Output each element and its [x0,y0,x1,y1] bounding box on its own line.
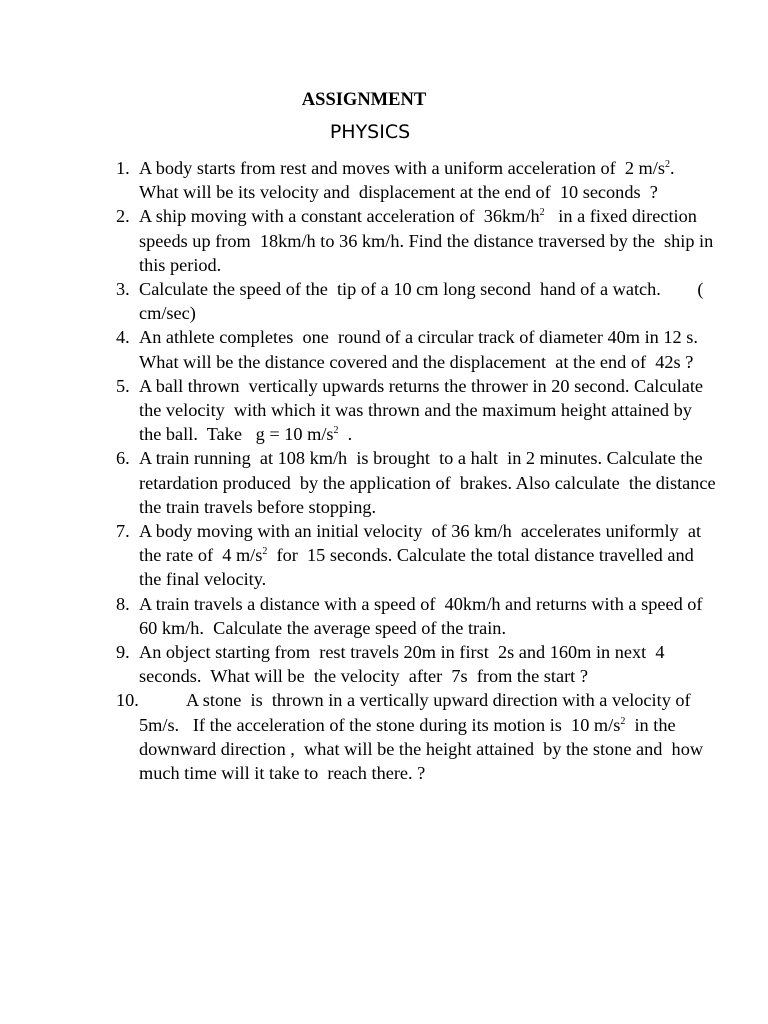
question-text: Calculate the speed of the tip of a 10 cm long second hand of a watch. ( cm/sec) [139,279,709,324]
question-number: 6. [116,448,130,469]
superscript: 2 [262,546,268,558]
question-text: A train running at 108 km/h is brought to a halt in 2 minutes. Calculate the retardation produced by the application of brakes. Also calculate the distance the train travels before stopping. [139,448,721,517]
question-item [116,519,716,592]
question-text: in the downward direction , what will be the height attained by the stone and how much time will it take to reach there. ? [139,714,708,784]
superscript: 2 [664,159,670,170]
question-text: for 15 seconds. Calculate the total distance travelled and the final velocity. [139,545,699,590]
question-text: An object starting from rest travels 20m in first 2s and 160m in next 4 seconds. What will be the velocity after 7s from the start ? [139,642,670,687]
question-number: 8. [116,593,130,614]
question-item [116,204,716,277]
question-item [116,325,716,373]
question-text: A ship moving with a constant acceleration of 36km/h [139,206,540,227]
question-item [116,156,716,204]
question-number: 4. [116,327,130,348]
superscript: 2 [620,715,626,727]
question-text: A stone is thrown in a vertically upward direction with a velocity of 5m/s. If the acceleration of the stone during its motion is 10 m/s [139,690,700,735]
question-number: 9. [116,642,130,663]
question-number: 7. [116,521,130,542]
question-item [116,688,716,785]
question-text: A body moving with an initial velocity of 36 km/h accelerates uniformly at the rate of 4 m/s [139,521,706,566]
question-text: A ball thrown vertically upwards returns the thrower in 20 second. Calculate the velocity with which it was thrown and the maximum height attained by the ball. Take g = 10 m/s [139,375,708,445]
question-number: 10. [116,690,139,711]
question-text: An athlete completes one round of a circular track of diameter 40m in 12 s. What will be the distance covered and the displacement at the end of 42s ? [139,327,707,372]
superscript: 2 [333,425,339,437]
question-item [116,374,716,447]
question-number: 1. [116,158,130,178]
superscript: 2 [539,207,545,219]
assignment-heading: ASSIGNMENT [301,90,427,110]
subject-title: PHYSICS [329,121,411,143]
question-item [116,277,716,325]
question-text: A train travels a distance with a speed of 40km/h and returns with a speed of 60 km/h. Calculate the average speed of the train. [139,593,712,638]
question-item [116,446,721,519]
question-list [116,156,721,785]
question-number: 5. [116,375,130,396]
question-number: 3. [116,279,130,300]
question-text: A body starts from rest and moves with a uniform acceleration of 2 m/s [139,158,665,178]
question-item [116,640,716,688]
question-text: . [338,424,353,445]
question-number: 2. [116,206,130,227]
question-text: . What will be its velocity and displacement at the end of 10 seconds ? [139,158,684,203]
question-text: in a fixed direction speeds up from 18km/h to 36 km/h. Find the distance traversed by the ship in this period. [139,206,718,275]
question-item [116,592,716,640]
